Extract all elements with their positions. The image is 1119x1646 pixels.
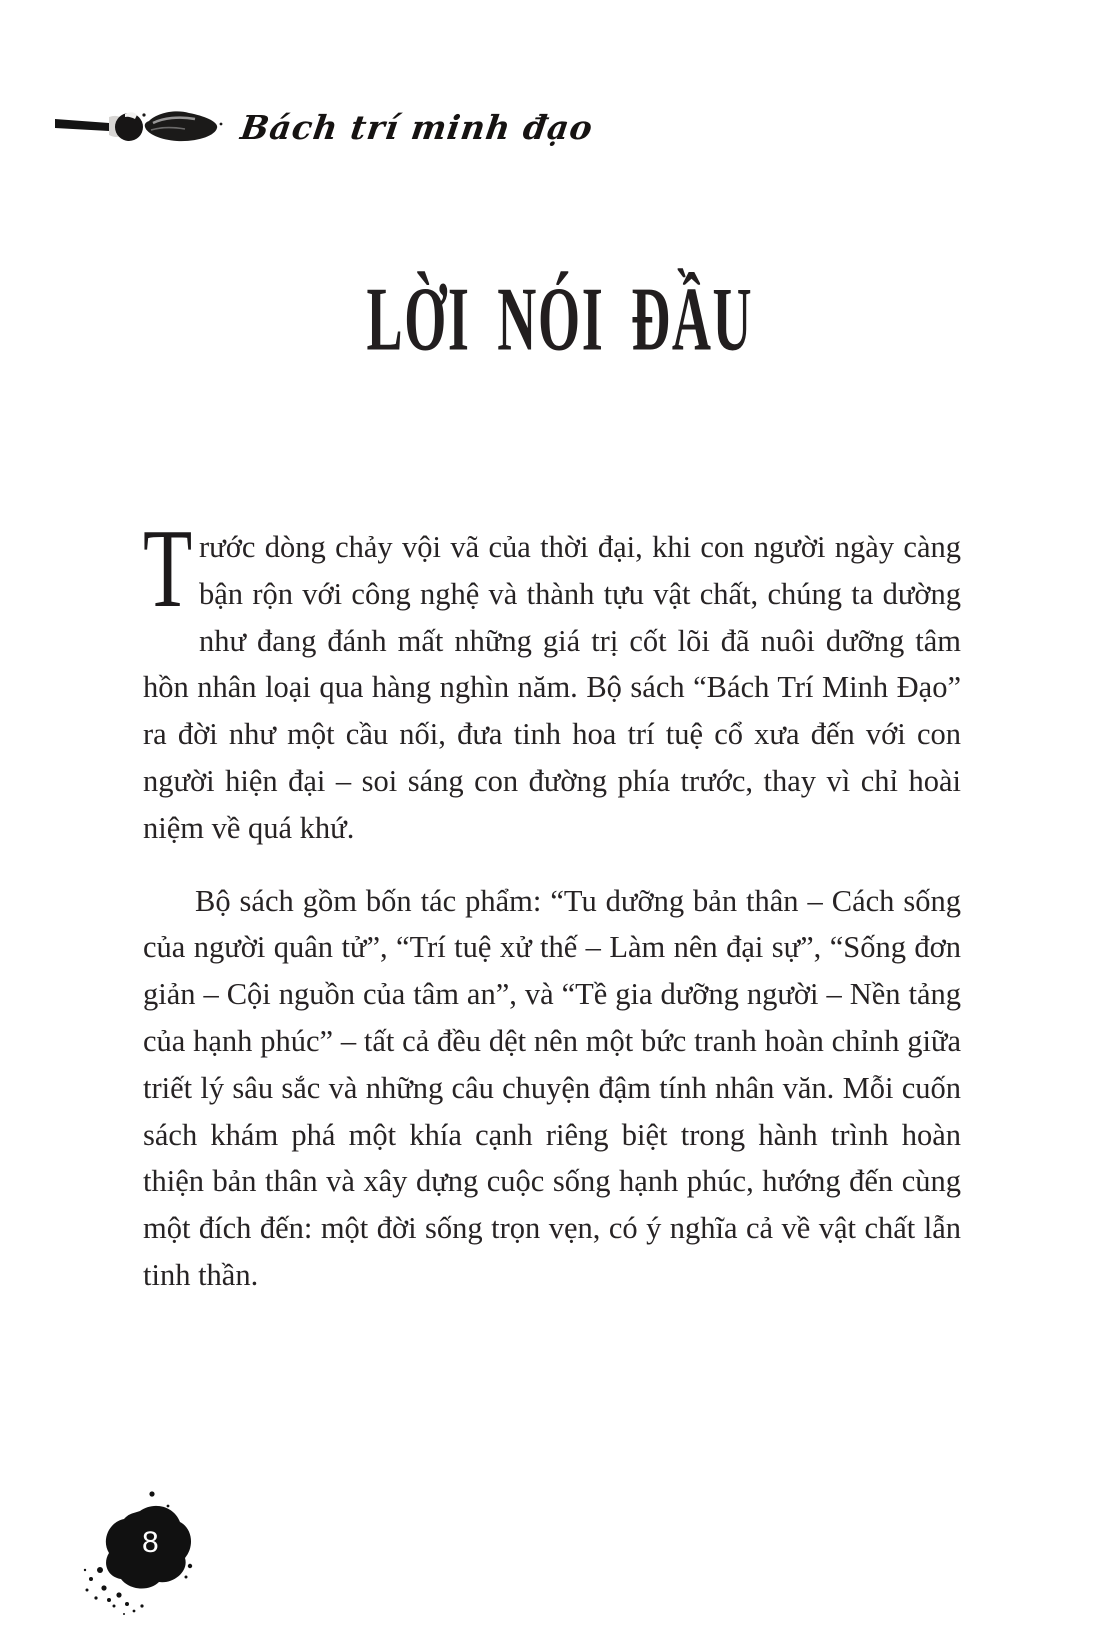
preface-text <box>143 507 961 1299</box>
paragraph: Bộ sách gồm bốn tác phẩm: “Tu dưỡng bản thân – Cách sống của người quân tử”, “Trí tuệ xử thế – Làm nên đại sự”, “Sống đơn giản – Cội nguồn của tâm an”, và “Tề gia dưỡng người – Nền tảng của hạnh phúc” – tất cả đều dệt nên một bức tranh hoàn chỉnh giữa triết lý sâu sắc và những câu chuyện đậm tính nhân văn. Mỗi cuốn sách khám phá một khía cạnh riêng biệt trong hành trình hoàn thiện bản thân và xây dựng cuộc sống hạnh phúc, hướng đến cùng một đích đến: một đời sống trọn vẹn, có ý nghĩa cả về vật chất lẫn tinh thần. <box>143 883 961 1292</box>
paragraph <box>143 507 961 852</box>
title-container <box>0 268 1119 371</box>
page-number-badge <box>78 1478 228 1628</box>
page-title: LỜI NÓI ĐẦU <box>366 269 753 371</box>
paragraph-text: rước dòng chảy vội vã của thời đại, khi con người ngày càng bận rộn với công nghệ và thành tựu vật chất, chúng ta dường như đang đánh mất những giá trị cốt lõi đã nuôi dưỡng tâm hồn nhân loại qua hàng nghìn năm. Bộ sách “Bách Trí Minh Đạo” ra đời như một cầu nối, đưa tinh hoa trí tuệ cổ xưa đến với con người hiện đại – soi sáng con đường phía trước, thay vì chỉ hoài niệm về quá khứ. <box>143 530 961 845</box>
dropcap-letter: T <box>143 507 193 631</box>
brush-stroke-icon <box>55 100 227 154</box>
book-series-title: Bách trí minh đạo <box>238 107 596 147</box>
page-number: 8 <box>142 1526 159 1559</box>
page-header <box>55 98 596 156</box>
